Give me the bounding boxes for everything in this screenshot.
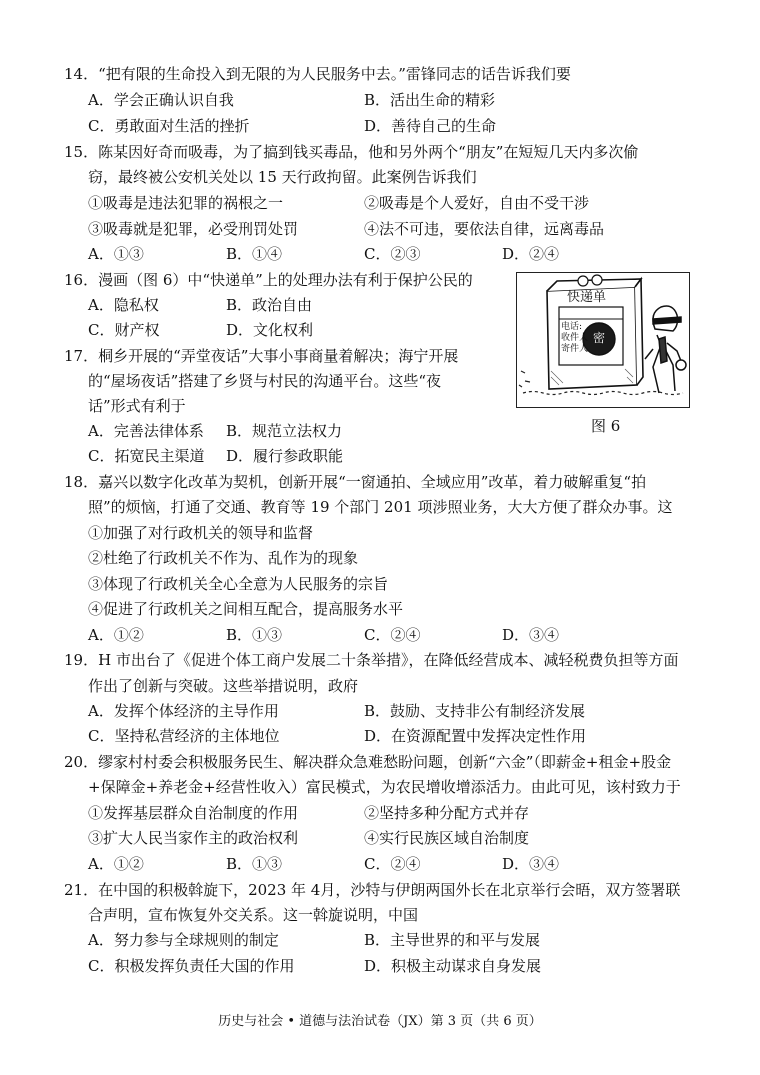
q20-stem-line-2: +保障金+养老金+经营性收入）富民模式，为农民增收增添活力。由此可见，该村致力于: [88, 778, 681, 796]
q14-option-d: D．善待自己的生命: [364, 117, 497, 135]
q17-option-b: B．规范立法权力: [226, 422, 343, 440]
q15-statement-4: ④法不可违，要依法自律，远离毒品: [364, 220, 605, 238]
q20-option-b: B．①③: [226, 855, 283, 873]
q15-stem-line-2: 窃，最终被公安机关处以 15 天行政拘留。此案例告诉我们: [88, 168, 477, 186]
q14-option-a: A．学会正确认识自我: [88, 91, 234, 109]
q15-option-a: A．①③: [88, 245, 144, 263]
cartoon-label-line-2: 收件人: [561, 333, 589, 343]
q20-option-c: C．②④: [364, 855, 421, 873]
person-icon: [645, 306, 686, 393]
q20-stem-line-1: 20．缪家村村委会积极服务民生、解决群众急难愁盼问题，创新“六金”（即薪金+租金+股金: [64, 753, 672, 771]
q18-statement-1: ①加强了对行政机关的领导和监督: [88, 524, 314, 542]
q18-statement-4: ④促进了行政机关之间相互配合，提高服务水平: [88, 600, 404, 618]
q19-option-b: B．鼓励、支持非公有制经济发展: [364, 702, 586, 720]
q16-stem: 16．漫画（图 6）中“快递单”上的处理办法有利于保护公民的: [64, 271, 473, 289]
q15-option-d: D．②④: [502, 245, 560, 263]
q15-statement-2: ②吸毒是个人爱好，自由不受干涉: [364, 194, 590, 212]
cartoon-label-lines: [561, 322, 595, 355]
q16-option-d: D．文化权利: [226, 321, 314, 339]
q20-statement-1: ①发挥基层群众自治制度的作用: [88, 804, 299, 822]
q15-statement-1: ①吸毒是违法犯罪的祸根之一: [88, 194, 284, 212]
q19-option-c: C．坚持私营经济的主体地位: [88, 727, 280, 745]
figure-caption: 图 6: [591, 417, 621, 435]
cartoon-seal-text: 密: [593, 331, 606, 345]
q20-option-a: A．①②: [88, 855, 144, 873]
q17-option-c: C．拓宽民主渠道: [88, 447, 205, 465]
q16-option-a: A．隐私权: [88, 296, 159, 314]
q21-stem-line-2: 合声明，宣布恢复外交关系。这一斡旋说明，中国: [88, 906, 419, 924]
q19-option-a: A．发挥个体经济的主导作用: [88, 702, 279, 720]
q21-option-a: A．努力参与全球规则的制定: [88, 931, 279, 949]
q17-stem-line-3: 话”形式有利于: [88, 397, 186, 415]
q21-option-d: D．积极主动谋求自身发展: [364, 957, 542, 975]
q20-option-d: D．③④: [502, 855, 560, 873]
q20-statement-2: ②坚持多种分配方式并存: [364, 804, 530, 822]
q15-option-b: B．①④: [226, 245, 283, 263]
q18-stem-line-1: 18．嘉兴以数字化改革为契机，创新开展“一窗通拍、全域应用”改革，着力破解重复“拍: [64, 473, 647, 491]
q14-option-c: C．勇敢面对生活的挫折: [88, 117, 250, 135]
q15-stem-line-1: 15．陈某因好奇而吸毒，为了搞到钱买毒品，他和另外两个“朋友”在短短几天内多次偷: [64, 143, 639, 161]
q18-option-a: A．①②: [88, 626, 144, 644]
q17-option-d: D．履行参政职能: [226, 447, 344, 465]
q18-option-b: B．①③: [226, 626, 283, 644]
q14-option-b: B．活出生命的精彩: [364, 91, 496, 109]
q19-stem-line-1: 19．H 市出台了《促进个体工商户发展二十条举措》，在降低经营成本、减轻税费负担等方面: [64, 651, 679, 669]
q18-statement-3: ③体现了行政机关全心全意为人民服务的宗旨: [88, 575, 389, 593]
q17-stem-line-1: 17．桐乡开展的“弄堂夜话”大事小事商量着解决；海宁开展: [64, 347, 459, 365]
q18-option-c: C．②④: [364, 626, 421, 644]
q18-option-d: D．③④: [502, 626, 560, 644]
q18-stem-line-2: 照”的烦恼，打通了交通、教育等 19 个部门 201 项涉照业务，大大方便了群众办事。这: [88, 498, 673, 516]
q20-statement-4: ④实行民族区域自治制度: [364, 829, 530, 847]
page-footer: 历史与社会 • 道德与法治试卷（JX）第 3 页（共 6 页）: [218, 1014, 542, 1029]
q20-statement-3: ③扩大人民当家作主的政治权利: [88, 829, 299, 847]
q16-option-c: C．财产权: [88, 321, 160, 339]
q17-option-a: A．完善法律体系: [88, 422, 204, 440]
q21-stem-line-1: 21．在中国的积极斡旋下，2023 年 4月，沙特与伊朗两国外长在北京举行会晤，双方签署联: [64, 881, 681, 899]
q16-option-b: B．政治自由: [226, 296, 313, 314]
cartoon-label-line-3: 寄件人: [561, 344, 589, 354]
q19-stem-line-2: 作出了创新与突破。这些举措说明，政府: [88, 677, 359, 695]
q15-option-c: C．②③: [364, 245, 421, 263]
q15-statement-3: ③吸毒就是犯罪，必受刑罚处罚: [88, 220, 299, 238]
q21-option-b: B．主导世界的和平与发展: [364, 931, 541, 949]
q21-option-c: C．积极发挥负责任大国的作用: [88, 957, 295, 975]
cartoon-figure: [516, 272, 690, 408]
q14-stem: 14．“把有限的生命投入到无限的为人民服务中去。”雷锋同志的话告诉我们要: [64, 65, 571, 83]
q19-option-d: D．在资源配置中发挥决定性作用: [364, 727, 587, 745]
cartoon-label-title: 快递单: [567, 290, 607, 305]
q17-stem-line-2: 的“屋场夜话”搭建了乡贤与村民的沟通平台。这些“夜: [88, 372, 442, 390]
cartoon-label-line-1: 电话:: [561, 322, 583, 332]
q18-statement-2: ②杜绝了行政机关不作为、乱作为的现象: [88, 549, 359, 567]
